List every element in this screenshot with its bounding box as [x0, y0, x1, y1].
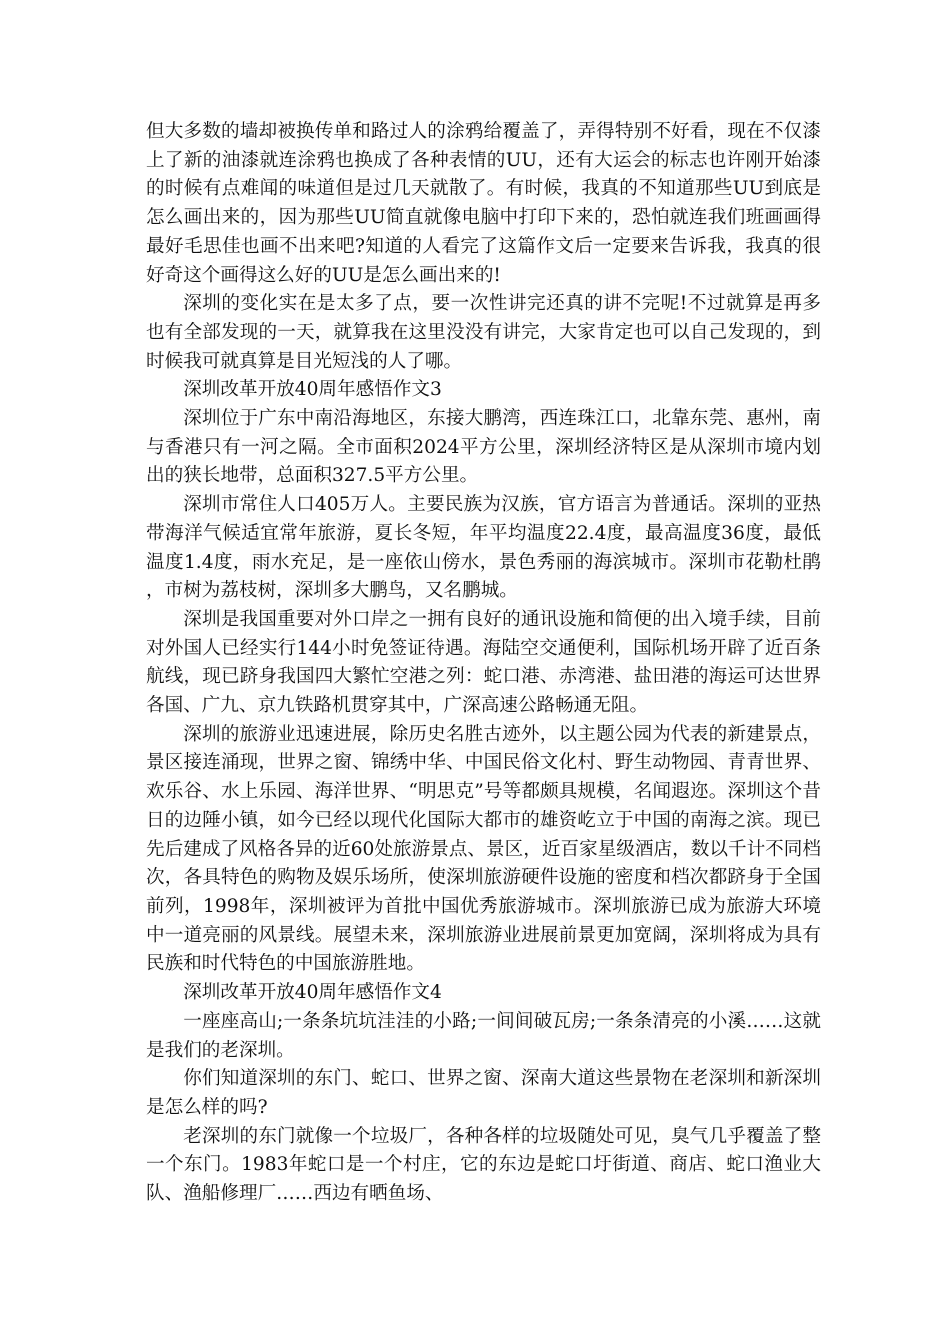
paragraph-tourism: 深圳的旅游业迅速进展，除历史名胜古迹外，以主题公园为代表的新建景点，景区接连涌现，世界之窗、锦绣中华、中国民俗文化村、野生动物园、青青世界、欢乐谷、水上乐园、海洋世界、“明思克”号等都颇具规模，名闻遐迩。深圳这个昔日的边陲小镇，如今已经以现代化国际大都市的雄资屹立于中国的南海之滨。现已先后建成了风格各异的近60处旅游景点、景区，近百家星级酒店，数以千计不同档次，各具特色的购物及娱乐场所，使深圳旅游硬件设施的密度和档次都跻身于全国前列，1998年，深圳被评为首批中国优秀旅游城市。深圳旅游已成为旅游大环境中一道亮丽的风景线。展望未来，深圳旅游业进展前景更加宽阔，深圳将成为具有民族和时代特色的中国旅游胜地。 — [146, 723, 821, 975]
paragraph-shenzhen-changes: 深圳的变化实在是太多了点，要一次性讲完还真的讲不完呢!不过就算是再多也有全部发现的一天，就算我在这里没没有讲完，大家肯定也可以自己发现的，到时候我可就真算是目光短浅的人了哪。 — [146, 293, 821, 372]
section-heading-essay-4: 深圳改革开放40周年感悟作文4 — [183, 982, 442, 1004]
paragraph-geography: 深圳位于广东中南沿海地区，东接大鹏湾，西连珠江口，北靠东莞、惠州，南与香港只有一河之隔。全市面积2024平方公里，深圳经济特区是从深圳市境内划出的狭长地带，总面积327.5平方公里。 — [146, 408, 821, 487]
section-heading-essay-3: 深圳改革开放40周年感悟作文3 — [183, 379, 442, 401]
paragraph-uu-graffiti: 但大多数的墙却被换传单和路过人的涂鸦给覆盖了，弄得特别不好看，现在不仅漆上了新的油漆就连涂鸦也换成了各种表情的UU，还有大运会的标志也许刚开始漆的时候有点难闻的味道但是过几天就散了。有时候，我真的不知道那些UU到底是怎么画出来的，因为那些UU简直就像电脑中打印下来的，恐怕就连我们班画画得最好毛思佳也画不出来吧?知道的人看完了这篇作文后一定要来告诉我，我真的很好奇这个画得这么好的UU是怎么画出来的! — [146, 121, 821, 286]
paragraph-transport: 深圳是我国重要对外口岸之一拥有良好的通讯设施和简便的出入境手续，目前对外国人已经实行144小时免签证待遇。海陆空交通便利，国际机场开辟了近百条航线，现已跻身我国四大繁忙空港之列：蛇口港、赤湾港、盐田港的海运可达世界各国、广九、京九铁路机贯穿其中，广深高速公路畅通无阻。 — [146, 608, 821, 717]
paragraph-population-climate: 深圳市常住人口405万人。主要民族为汉族，官方语言为普通话。深圳的亚热带海洋气候适宜常年旅游，夏长冬短，年平均温度22.4度，最高温度36度，最低温度1.4度，雨水充足，是一座依山傍水，景色秀丽的海滨城市。深圳市花勒杜鹃，市树为荔枝树，深圳多大鹏鸟，又名鹏城。 — [146, 494, 821, 602]
document-page — [146, 118, 821, 1209]
paragraph-question: 你们知道深圳的东门、蛇口、世界之窗、深南大道这些景物在老深圳和新深圳是怎么样的吗? — [146, 1068, 821, 1118]
paragraph-old-shenzhen: 一座座高山;一条条坑坑洼洼的小路;一间间破瓦房;一条条清亮的小溪……这就是我们的老深圳。 — [146, 1010, 821, 1061]
paragraph-dongmen-shekou: 老深圳的东门就像一个垃圾厂，各种各样的垃圾随处可见，臭气几乎覆盖了整一个东门。1983年蛇口是一个村庄，它的东边是蛇口圩街道、商店、蛇口渔业大队、渔船修理厂……西边有晒鱼场、 — [146, 1125, 821, 1205]
